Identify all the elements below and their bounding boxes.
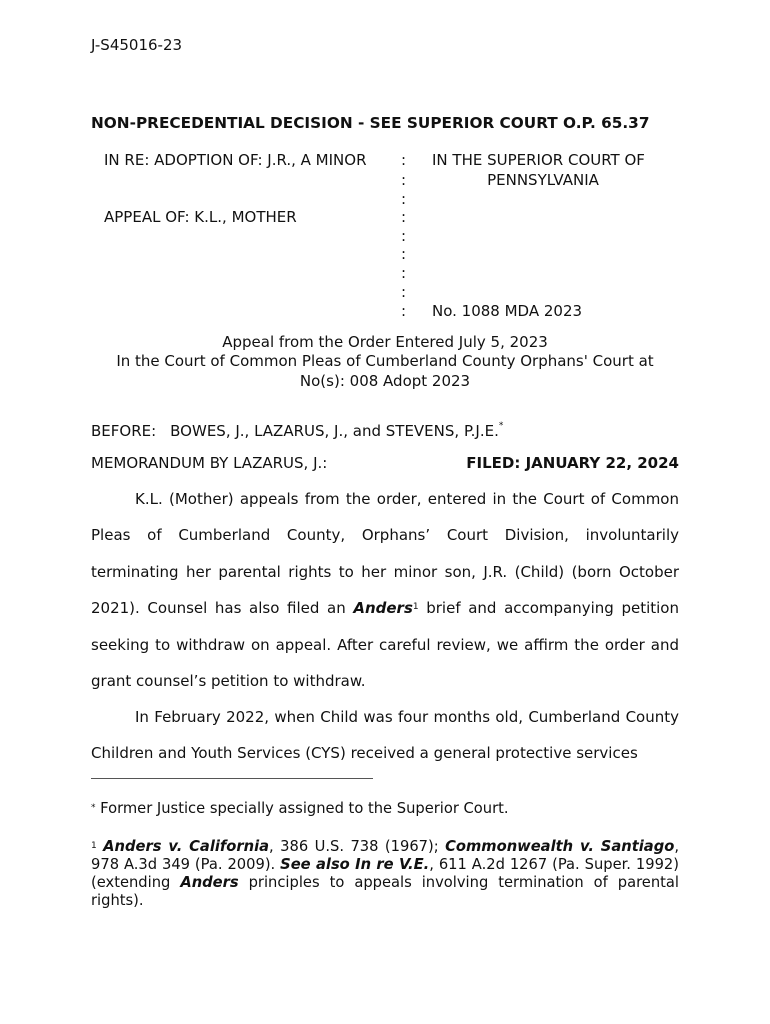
panel-judges: BOWES, J., LAZARUS, J., and STEVENS, P.J.E. [170,422,499,440]
panel-line [91,422,503,440]
footnote-star-marker: * [91,803,96,813]
footnote-star [91,800,679,818]
footnote-marker-star: * [498,421,504,431]
appeal-line-1: Appeal from the Order Entered July 5, 2023 [222,333,548,351]
caption-colon: : [401,302,407,320]
body-paragraph-1 [91,481,679,699]
docket-number: No. 1088 MDA 2023 [432,302,583,320]
caption-colon: : [401,227,407,245]
caption-colon: : [401,264,407,282]
court-state: PENNSYLVANIA [487,171,599,189]
caption-colon: : [401,208,407,226]
footnote-1 [91,838,679,910]
footnote-star-text: Former Justice specially assigned to the Superior Court. [95,800,509,817]
memorandum-author: MEMORANDUM BY LAZARUS, J.: [91,454,328,472]
docket-code: J-S45016-23 [91,36,183,54]
paragraph-text: brief and accompanying petition seeking to withdraw on appeal. After careful review, we affirm the order and grant counsel’s petition to withdraw. [91,599,679,691]
anders-reference: Anders [353,599,413,618]
paragraph-text: In February 2022, when Child was four months old, Cumberland County Children and Youth Services (CYS) received a general protective services [91,708,679,763]
footnote-1-marker: 1 [91,841,97,851]
appeal-line-3: No(s): 008 Adopt 2023 [299,372,471,390]
footnote-divider [91,778,373,779]
decision-notice: NON-PRECEDENTIAL DECISION - SEE SUPERIOR COURT O.P. 65.37 [91,114,650,132]
case-citation: Commonwealth v. Santiago [445,838,675,855]
case-citation: Anders [180,874,239,891]
caption-colon: : [401,171,407,189]
footnote-marker-1: 1 [412,602,419,613]
panel-label: BEFORE: [91,422,157,440]
filed-date: FILED: JANUARY 22, 2024 [466,454,679,472]
case-citation: Anders v. California [103,838,270,855]
case-citation: See also In re V.E. [280,856,430,873]
body-paragraph-2 [91,699,679,772]
caption-appellant: APPEAL OF: K.L., MOTHER [104,208,297,226]
caption-colon: : [401,151,407,169]
caption-colon: : [401,190,407,208]
citation-text: , 978 A.3d 349 (Pa. 2009). [91,838,679,873]
paragraph-text: K.L. (Mother) appeals from the order, entered in the Court of Common Pleas of Cumberland County, Orphans’ Court Division, involuntarily terminating her parental rights to her minor son, J.R. (Child) (born October 2021). Counsel has also filed an [91,490,679,618]
caption-colon: : [401,245,407,263]
citation-text: , 386 U.S. 738 (1967); [269,838,446,855]
citation-text: principles to appeals involving termination of parental rights). [91,874,679,909]
caption-case-title: IN RE: ADOPTION OF: J.R., A MINOR [104,151,367,169]
caption-colon: : [401,283,407,301]
appeal-line-2: In the Court of Common Pleas of Cumberland County Orphans' Court at [116,352,654,370]
citation-text: , 611 A.2d 1267 (Pa. Super. 1992) (extending [91,856,679,891]
court-name: IN THE SUPERIOR COURT OF [432,151,645,169]
